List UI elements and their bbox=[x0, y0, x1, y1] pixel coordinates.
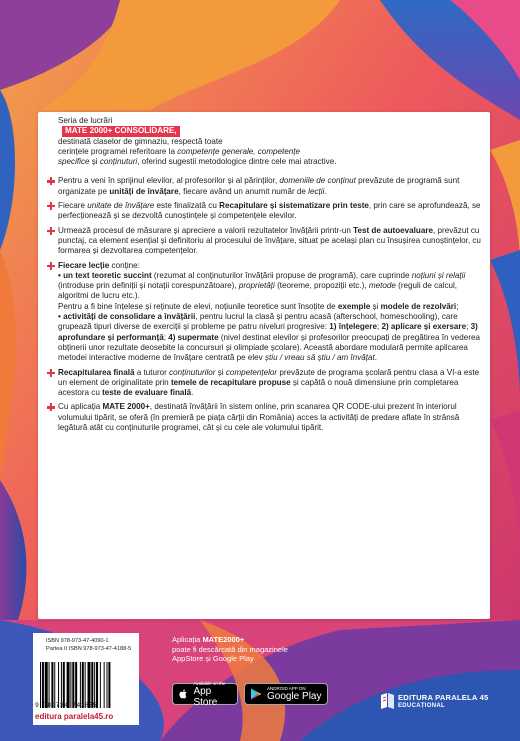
barcode-digits: 9 789734 741885 bbox=[35, 702, 98, 709]
intro-line-4: specifice și conținuturi, oferind sugestii metodologice dintre cele mai atractive. bbox=[58, 157, 337, 167]
publisher-book-icon bbox=[380, 692, 395, 710]
isbn-part: Partea II ISBN 978-973-47-4188-5 bbox=[46, 646, 132, 652]
google-play-big: Google Play bbox=[267, 691, 322, 702]
app-info-line-1: Aplicația MATE2000+ bbox=[172, 635, 245, 644]
app-store-text bbox=[193, 681, 233, 708]
barcode-bar bbox=[108, 662, 110, 708]
google-play-badge[interactable] bbox=[244, 683, 328, 705]
google-play-icon bbox=[249, 687, 263, 701]
barcode-bar bbox=[104, 662, 105, 708]
paragraph-app: Cu aplicația MATE 2000+, destinată învățării în sistem online, prin scanarea QR CODE-ului prezent în interiorul volumului tipărit, se oferă (în premieră pe piața cărții din România) acces la activități de predare aflate în strânsă legătură atât cu conținuturile programei, cât și cu cele ale volumului tipărit. bbox=[48, 402, 488, 433]
apple-icon bbox=[177, 687, 189, 701]
paragraph-final-recap: Recapitularea finală a tuturor conținuturilor și competențelor prevăzute de programa școlară pentru clasa a VI-a este un element de originalitate prin temele de recapitulare propuse și capătă o nouă dimensiune prin completarea acestora cu teste de evaluare finală. bbox=[48, 368, 488, 399]
intro-line-1: Seria de lucrări bbox=[58, 116, 113, 125]
lesson-item-examples: Pentru a fi bine înțelese și reținute de elevi, noțiunile teoretice sunt însoțite de exemple și modele de rezolvări; bbox=[58, 301, 459, 311]
paragraph-units: Pentru a veni în sprijinul elevilor, al profesorilor și al părinților, domeniile de conținut prevăzute de programă sunt organizate pe unități de învățare, fiecare având un anumit număr de lecții. bbox=[48, 176, 488, 197]
google-play-small: ANDROID APP ON bbox=[267, 686, 306, 691]
plus-bullet-icon bbox=[47, 369, 55, 377]
plus-bullet-icon bbox=[47, 227, 55, 235]
lesson-item-theory: • un text teoretic succint (rezumat al conținuturilor învățării propuse de programă), care cuprinde noțiuni și relații (introduse prin definiții și notații corespunzătoare), proprietăți (teoreme, propoziții etc.), metode (reguli de calcul, algoritmi de lucru etc.). bbox=[58, 270, 466, 301]
app-info-line-2: poate fi descărcată din magazinele bbox=[172, 644, 288, 654]
lesson-item-activities: • activități de consolidare a învățării, pentru lucrul la clasă și pentru acasă (afterschool, homeschooling), care grupează tipuri diverse de exerciții și probleme pe patru niveluri progresive: 1) înțelegere; 2) aplicare și exersare; 3) aprofundare și performanță; 4) supermate (nivel destinat elevilor și profesorilor preocupați de pregătirea în vederea obținerii unor rezultate deosebite la concursuri și olimpiade școlare). Această abordare modulară permite aplicarea metodei interactive moderne de învățare centrată pe elev știu / vreau să știu / am învățat. bbox=[58, 312, 480, 363]
intro-paragraph bbox=[48, 116, 488, 167]
website-link[interactable]: editura paralela45.ro bbox=[35, 712, 114, 721]
publisher-name: EDITURA PARALELA 45 bbox=[398, 693, 489, 702]
series-name-highlight: MATE 2000+ CONSOLIDARE, bbox=[62, 126, 180, 136]
intro-line-3: cerințele programei referitoare la competențe generale, competențe bbox=[58, 146, 301, 156]
intro-line-series bbox=[58, 126, 488, 136]
isbn-main: ISBN 978-973-47-4090-1 bbox=[46, 638, 109, 644]
app-store-badge[interactable] bbox=[172, 680, 238, 708]
publisher-logo bbox=[380, 690, 490, 720]
paragraph-lesson: Fiecare lecție conține: • un text teoretic succint (rezumat al conținuturilor învățării propuse de programă), care cuprinde noțiuni și relații (introduse prin definiții și notații corespunzătoare), proprietăți (teoreme, propoziții etc.), metode (reguli de calcul, algoritmi de lucru etc.). Pentru a fi bine înțelese și reținute de elevi, noțiunile teoretice sunt însoțite de exemple și modele de rezolvări; • activități de consolidare a învățării, pentru lucrul la clasă și pentru acasă (afterschool, homeschooling), care grupează tipuri diverse de exerciții și probleme pe patru niveluri progresive: 1) înțelegere; 2) aplicare și exersare; 3) aprofundare și performanță; 4) supermate (nivel destinat elevilor și profesorilor preocupați de pregătirea în vederea obținerii unor rezultate deosebite la concursuri și olimpiade școlare). Această abordare modulară permite aplicarea metodei interactive moderne de învățare centrată pe elev știu / vreau să știu / am învățat. bbox=[48, 261, 488, 364]
plus-bullet-icon bbox=[47, 403, 55, 411]
barcode-bar bbox=[107, 662, 108, 708]
barcode-bar bbox=[100, 662, 101, 708]
publisher-division: EDUCAȚIONAL bbox=[398, 703, 445, 709]
description-text bbox=[48, 116, 488, 433]
app-info-line-3: AppStore și Google Play bbox=[172, 654, 254, 664]
app-info bbox=[172, 635, 322, 664]
lesson-content-list bbox=[58, 271, 488, 364]
plus-bullet-icon bbox=[47, 177, 55, 185]
intro-line-2: destinată claselor de gimnaziu, respectă toate bbox=[58, 136, 223, 146]
plus-bullet-icon bbox=[47, 202, 55, 210]
paragraph-test: Urmează procesul de măsurare și apreciere a valorii rezultatelor învățării printr-un Test de autoevaluare, prevăzut cu punctaj, ca element esențial și definitoriu al procesului de învățare, situat pe același plan cu însușirea cunoștințelor, cu formarea și dezvoltarea competențelor. bbox=[48, 226, 488, 257]
plus-bullet-icon bbox=[47, 262, 55, 270]
app-store-small: Available on the bbox=[193, 680, 226, 686]
app-store-big: App Store bbox=[193, 685, 218, 708]
paragraph-recap: Fiecare unitate de învățare este finalizată cu Recapitulare și sistematizare prin teste, prin care se aprofundează, se perfecționează și se dezvoltă cunoștințele și competențele elevilor. bbox=[48, 201, 488, 222]
google-play-text bbox=[267, 686, 321, 702]
